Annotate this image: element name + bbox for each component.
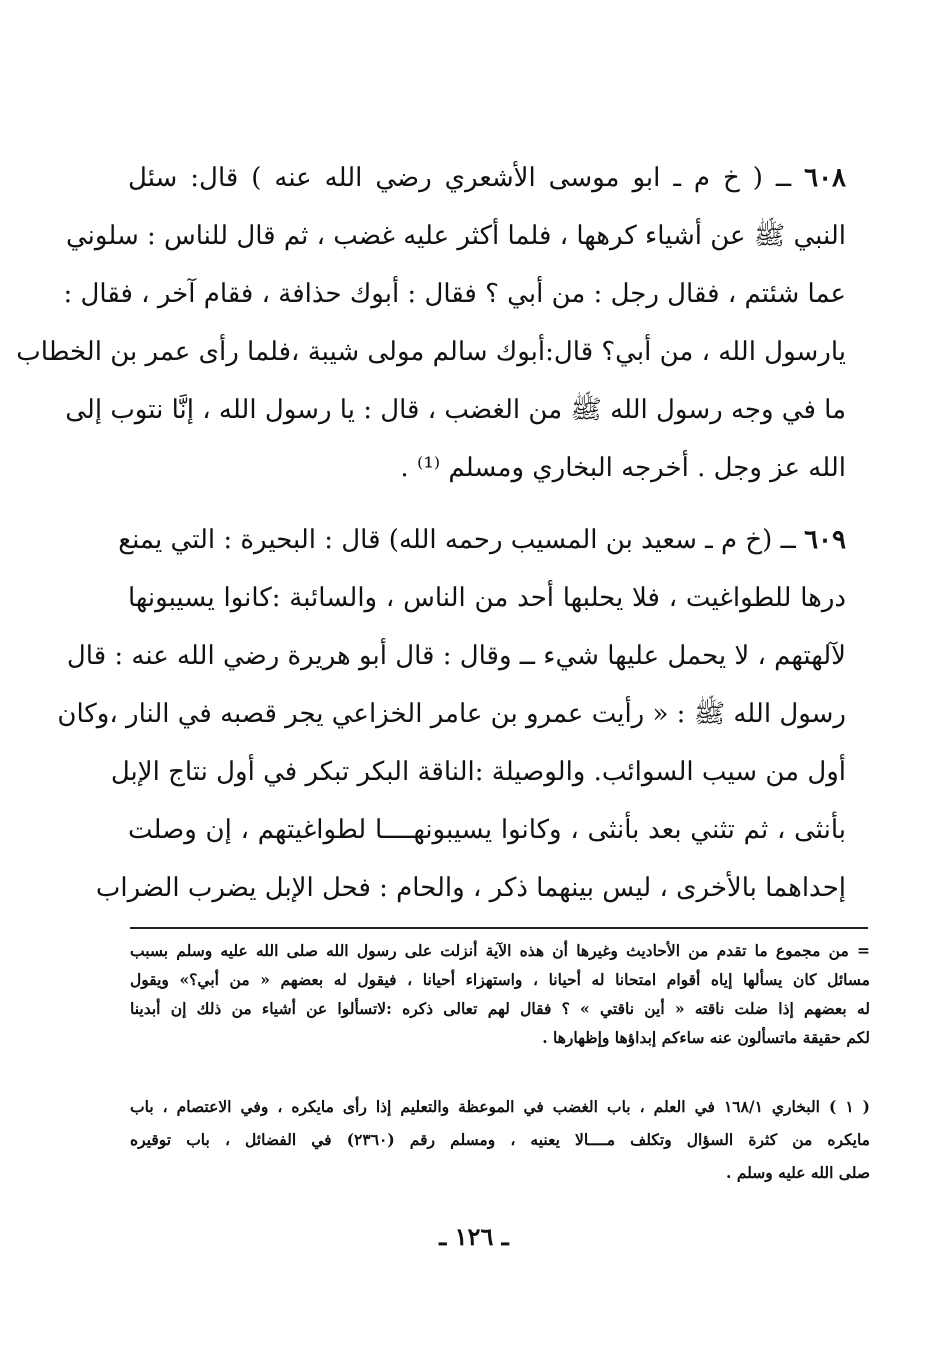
- hadith-608-line-6: الله عز وجل . أخرجه البخاري ومسلم ⁽¹⁾ .: [400, 453, 846, 483]
- footnote-continued-line-3: له بعضهم إذا ضلت ناقته « أين ناقتي » ؟ فقال لهم تعالى ذكره :لاتسألوا عن أشياء من ذلك إن أبدينا: [130, 999, 870, 1018]
- hadith-609-line-6: بأنثى ، ثم تثني بعد بأنثى ، وكانوا يسيبونهــــا لطواغيتهم ، إن وصلت: [128, 815, 846, 845]
- footnote-continued-line-4: لكم حقيقة ماتسألون عنه ساءكم إبداؤها وإظهارها .: [542, 1028, 870, 1047]
- hadith-609-line-3: لآلهتهم ، لا يحمل عليها شيء ــ وقال : قال أبو هريرة رضي الله عنه : قال: [66, 641, 846, 671]
- footnote-continued-line-2: مسائل كان يسألها إياه أقوام امتحانا له أحيانا ، واستهزاء أحيانا ، فيقول له بعضهم « من أبي؟» ويقول: [130, 970, 870, 989]
- footnote-continued-line-1: = من مجموع ما تقدم من الأحاديث وغيرها أن هذه الآية أنزلت على رسول الله صلى الله عليه وسلم بسبب: [130, 941, 870, 960]
- hadith-609-heading: ــ (خ م ـ سعيد بن المسيب رحمه الله) قال : البحيرة : التي يمنع: [118, 525, 796, 555]
- hadith-609-line-2: درها للطواغيت ، فلا يحلبها أحد من الناس ، والسائبة :كانوا يسيبونها: [128, 583, 846, 613]
- footnote-separator: [130, 927, 868, 929]
- hadith-608-line-2: النبي ﷺ عن أشياء كرهها ، فلما أكثر عليه غضب ، ثم قال للناس : سلوني: [66, 221, 846, 251]
- hadith-608-line-5: ما في وجه رسول الله ﷺ من الغضب ، قال : يا رسول الله ، إنَّا نتوب إلى: [65, 395, 846, 425]
- hadith-609-number: ٦٠٩: [804, 525, 846, 555]
- footnote-1-line-2: مايكره من كثرة السؤال وتكلف مــــالا يعنيه ، ومسلم رقم (٢٣٦٠) في الفضائل ، باب توقيره: [130, 1130, 870, 1149]
- hadith-608-line-4: يارسول الله ، من أبي؟ قال:أبوك سالم مولى شيبة ،فلما رأى عمر بن الخطاب: [16, 337, 846, 367]
- page-number: ـ ١٢٦ ـ: [439, 1222, 509, 1251]
- footnote-1-line-3: صلى الله عليه وسلم .: [726, 1163, 870, 1182]
- hadith-609-line-4: رسول الله ﷺ : « رأيت عمرو بن عامر الخزاعي يجر قصبه في النار ،وكان: [57, 699, 846, 729]
- hadith-608-number: ٦٠٨: [804, 163, 847, 193]
- hadith-609-line-1: [118, 510, 846, 570]
- footnote-1-line-1: ( ١ ) البخاري ١٦٨/١ في العلم ، باب الغضب في الموعظة والتعليم إذا رأى مايكره ، وفي الاعتصام ، باب: [130, 1097, 871, 1116]
- hadith-609-line-7: إحداهما بالأخرى ، ليس بينهما ذكر ، والحام : فحل الإبل يضرب الضراب: [95, 873, 846, 903]
- hadith-608-line-3: عما شئتم ، فقال رجل : من أبي ؟ فقال : أبوك حذافة ، فقام آخر ، فقال :: [63, 279, 846, 309]
- hadith-608-heading: ــ ( خ م ـ ابو موسى الأشعري رضي الله عنه ) قال: سئل: [128, 163, 792, 193]
- hadith-608-line-1: [128, 148, 846, 208]
- hadith-609-line-5: أول من سيب السوائب. والوصيلة :الناقة البكر تبكر في أول نتاج الإبل: [110, 757, 846, 787]
